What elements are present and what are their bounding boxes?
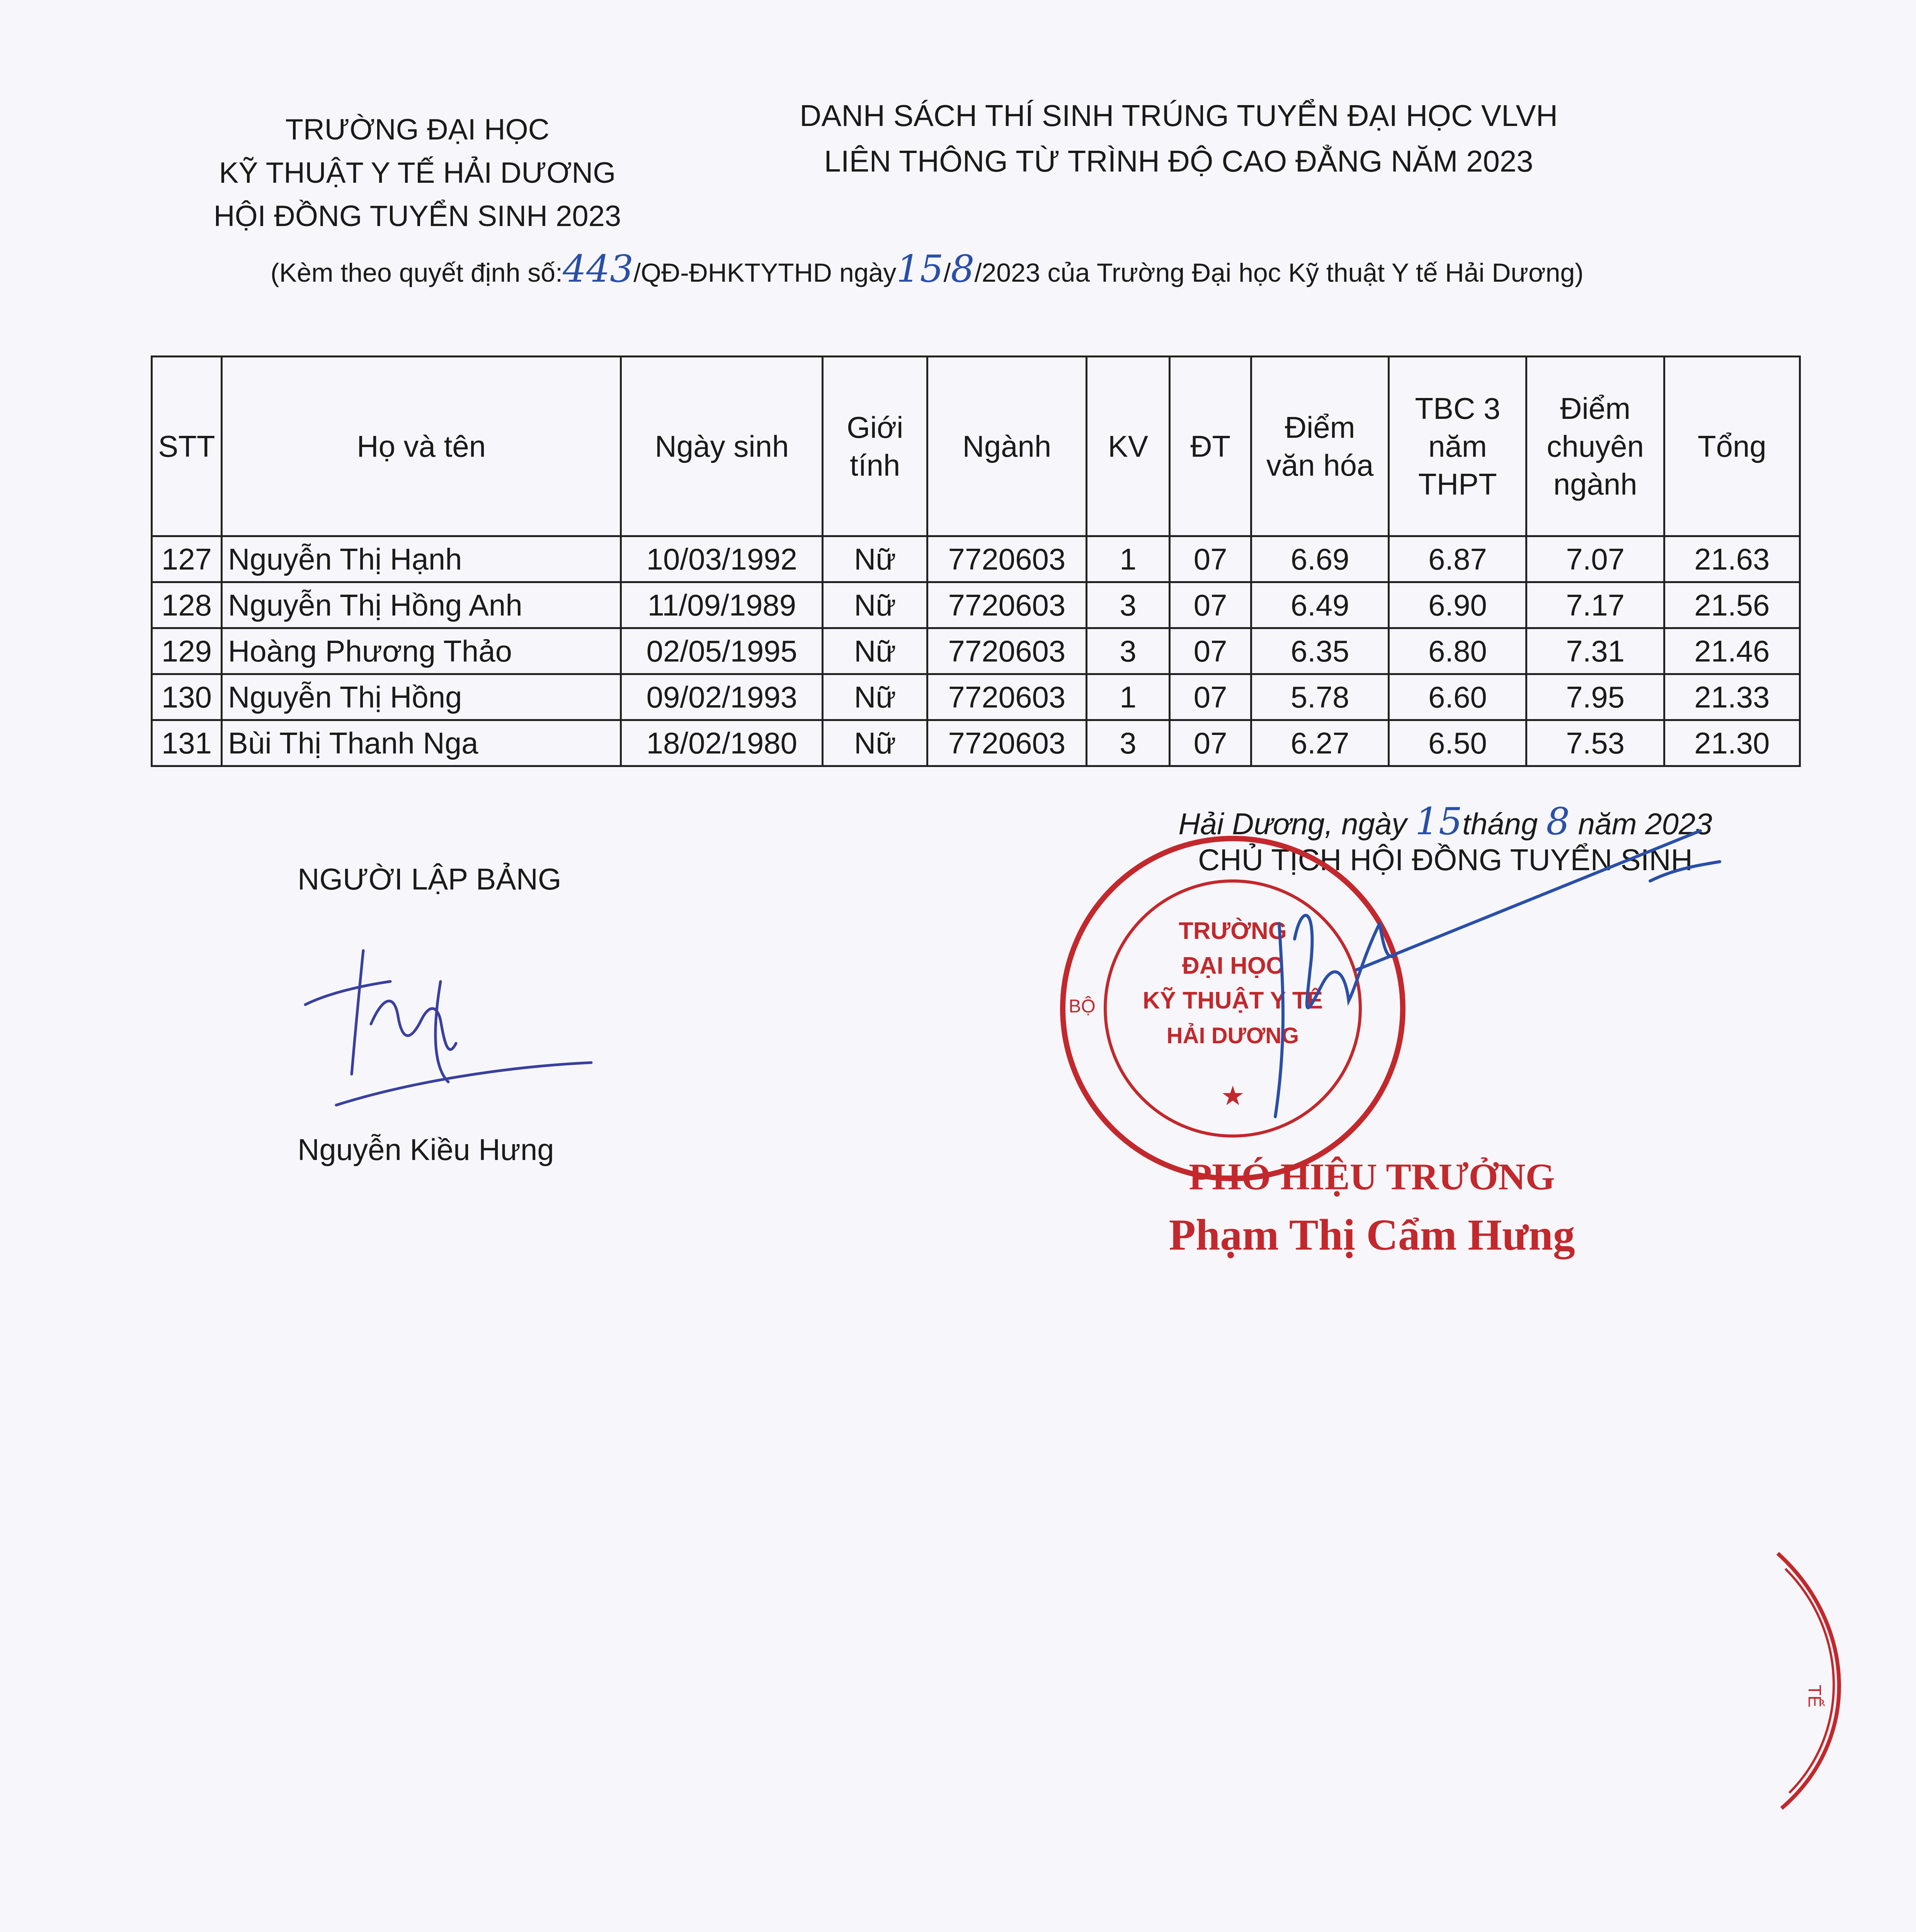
col-gender: Giới tính [823, 357, 927, 536]
col-stt: STT [152, 357, 222, 536]
cell-total: 21.63 [1664, 536, 1800, 582]
cell-name: Hoàng Phương Thảo [221, 628, 621, 674]
document-title [773, 93, 1584, 184]
table-row [152, 582, 1800, 628]
cell-gender: Nữ [823, 582, 927, 628]
signer-title: PHÓ HIỆU TRƯỞNG [1189, 1156, 1555, 1198]
col-dt: ĐT [1170, 357, 1251, 536]
edge-stamp [1770, 1546, 1886, 1816]
cell-name: Nguyễn Thị Hạnh [221, 536, 621, 582]
cell-stt: 129 [152, 628, 222, 674]
signer-name: Phạm Thị Cẩm Hưng [1169, 1210, 1575, 1259]
cell-major: 7720603 [927, 720, 1086, 766]
cell-tbc: 6.80 [1389, 628, 1526, 674]
table-row [152, 674, 1800, 720]
cell-kv: 3 [1086, 628, 1170, 674]
cell-tbc: 6.90 [1389, 582, 1526, 628]
cell-specialty: 7.17 [1526, 582, 1664, 628]
cell-culture: 6.35 [1251, 628, 1389, 674]
date-month: 8 [1546, 800, 1570, 843]
cell-total: 21.46 [1664, 628, 1800, 674]
edge-stamp-text: TẾ [1805, 1685, 1825, 1708]
cell-tbc: 6.60 [1389, 674, 1526, 720]
table-row [152, 628, 1800, 674]
stamp-line4: HẢI DƯƠNG [1166, 1023, 1299, 1048]
stamp-line2: ĐẠI HỌC [1182, 952, 1283, 979]
school-header [147, 108, 688, 238]
cell-stt: 131 [152, 720, 222, 766]
col-culture: Điểm văn hóa [1251, 357, 1389, 536]
chair-title: CHỦ TỊCH HỘI ĐỒNG TUYỂN SINH [1198, 843, 1693, 877]
place-prefix: Hải Dương, ngày [1178, 807, 1415, 841]
cell-dob: 11/09/1989 [621, 582, 823, 628]
chair-signature [1256, 823, 1739, 1132]
admission-table [151, 355, 1801, 767]
cell-total: 21.30 [1664, 720, 1800, 766]
cell-name: Nguyễn Thị Hồng [221, 674, 621, 720]
table-header-row [152, 357, 1800, 536]
decision-reference [271, 247, 1739, 291]
date-month-word: tháng [1462, 807, 1546, 841]
cell-culture: 6.27 [1251, 720, 1389, 766]
stamp-line3: KỸ THUẬT Y TẾ [1142, 987, 1323, 1014]
cell-major: 7720603 [927, 628, 1086, 674]
cell-gender: Nữ [823, 674, 927, 720]
cell-dt: 07 [1170, 582, 1251, 628]
cell-stt: 127 [152, 536, 222, 582]
cell-culture: 6.69 [1251, 536, 1389, 582]
cell-gender: Nữ [823, 536, 927, 582]
decision-month: 8 [951, 247, 975, 291]
decision-suffix: /2023 của Trường Đại học Kỹ thuật Y tế Hải Dương) [974, 258, 1584, 287]
school-name-line1: TRƯỜNG ĐẠI HỌC [285, 113, 550, 146]
title-line1: DANH SÁCH THÍ SINH TRÚNG TUYỂN ĐẠI HỌC VLVH [800, 99, 1558, 133]
cell-stt: 128 [152, 582, 222, 628]
cell-culture: 5.78 [1251, 674, 1389, 720]
col-total: Tổng [1664, 357, 1800, 536]
cell-dt: 07 [1170, 536, 1251, 582]
cell-gender: Nữ [823, 628, 927, 674]
date-day: 15 [1415, 800, 1463, 843]
cell-kv: 3 [1086, 582, 1170, 628]
stamp-star-icon: ★ [1220, 1081, 1245, 1111]
cell-dob: 02/05/1995 [621, 628, 823, 674]
cell-dob: 18/02/1980 [621, 720, 823, 766]
cell-gender: Nữ [823, 720, 927, 766]
decision-sep: / [943, 258, 951, 287]
cell-dt: 07 [1170, 720, 1251, 766]
preparer-name: Nguyễn Kiều Hưng [298, 1133, 554, 1167]
cell-tbc: 6.87 [1389, 536, 1526, 582]
cell-specialty: 7.95 [1526, 674, 1664, 720]
col-major: Ngành [927, 357, 1086, 536]
col-tbc: TBC 3 năm THPT [1389, 357, 1526, 536]
cell-dt: 07 [1170, 628, 1251, 674]
school-name-line2: KỸ THUẬT Y TẾ HẢI DƯƠNG [219, 156, 616, 189]
table-row [152, 536, 1800, 582]
decision-number: 443 [563, 247, 634, 291]
stamp-left-text: BỘ [1069, 996, 1096, 1017]
cell-major: 7720603 [927, 674, 1086, 720]
col-dob: Ngày sinh [621, 357, 823, 536]
col-specialty: Điểm chuyên ngành [1526, 357, 1664, 536]
stamp-line1: TRƯỜNG [1179, 918, 1287, 944]
col-name: Họ và tên [221, 357, 621, 536]
cell-specialty: 7.31 [1526, 628, 1664, 674]
cell-dob: 10/03/1992 [621, 536, 823, 582]
cell-total: 21.33 [1664, 674, 1800, 720]
cell-kv: 1 [1086, 674, 1170, 720]
cell-stt: 130 [152, 674, 222, 720]
preparer-signature [294, 927, 611, 1121]
cell-total: 21.56 [1664, 582, 1800, 628]
cell-kv: 1 [1086, 536, 1170, 582]
cell-culture: 6.49 [1251, 582, 1389, 628]
decision-middle: /QĐ-ĐHKTYTHD ngày [633, 258, 897, 287]
cell-dt: 07 [1170, 674, 1251, 720]
cell-major: 7720603 [927, 536, 1086, 582]
cell-specialty: 7.07 [1526, 536, 1664, 582]
cell-kv: 3 [1086, 720, 1170, 766]
cell-tbc: 6.50 [1389, 720, 1526, 766]
title-line2: LIÊN THÔNG TỪ TRÌNH ĐỘ CAO ĐẲNG NĂM 2023 [824, 144, 1533, 178]
decision-prefix: (Kèm theo quyết định số: [271, 258, 563, 287]
council-name: HỘI ĐỒNG TUYỂN SINH 2023 [213, 200, 621, 233]
cell-specialty: 7.53 [1526, 720, 1664, 766]
date-year: năm 2023 [1570, 807, 1712, 841]
cell-name: Nguyễn Thị Hồng Anh [221, 582, 621, 628]
cell-major: 7720603 [927, 582, 1086, 628]
preparer-label: NGƯỜI LẬP BẢNG [298, 862, 562, 896]
col-kv: KV [1086, 357, 1170, 536]
cell-name: Bùi Thị Thanh Nga [221, 720, 621, 766]
table-row [152, 720, 1800, 766]
decision-day: 15 [896, 247, 944, 291]
cell-dob: 09/02/1993 [621, 674, 823, 720]
